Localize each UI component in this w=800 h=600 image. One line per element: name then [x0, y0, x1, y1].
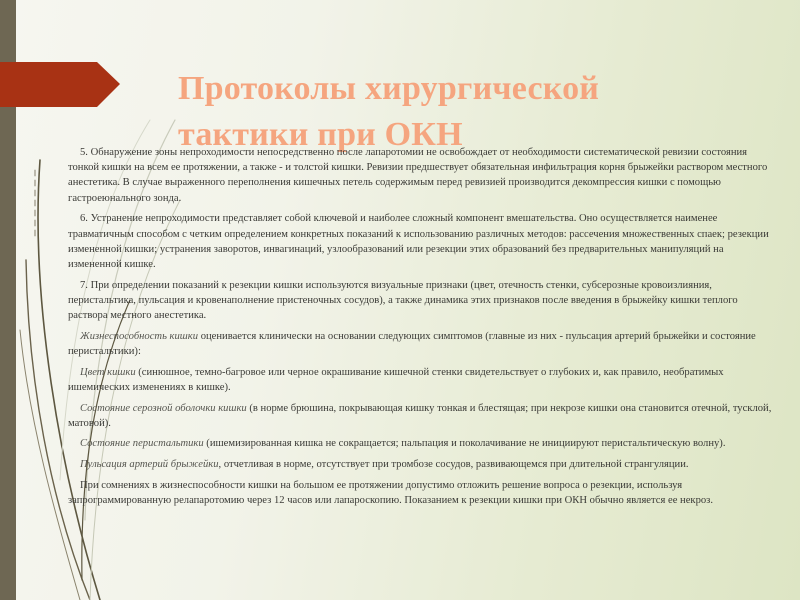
title-arrow-shape — [0, 62, 120, 107]
term-peristalsis: Состояние перистальтики — [80, 438, 204, 450]
paragraph-viability: Жизнеспособность кишки оценивается клинически на основании следующих симптомов (главные из них - пульсация артерий брыжейки и состояние перистальтики): — [68, 330, 756, 357]
paragraph-pulsation: Пульсация артерий брыжейки, отчетливая в норме, отсутствует при тромбозе сосудов, развивающемся при длительной странгуляции. — [80, 459, 689, 471]
paragraph-6: 6. Устранение непроходимости представляет собой ключевой и наиболее сложный компонент вмешательства. Оно осуществляется наименее травматичным способом с четким определением конкретных показаний к использованию различных методов: рассечения множественных спаек; резекции измененной кишки; устранения заворотов, инвагинаций, узлообразований или резекции этих образований без предварительных манипуляций на измененной кишке. — [68, 213, 769, 270]
term-serosa: Состояние серозной оболочки кишки — [80, 402, 247, 414]
term-pulsation: Пульсация артерий брыжейки — [80, 459, 219, 471]
paragraph-color: Цвет кишки (синюшное, темно-багровое или черное окрашивание кишечной стенки свидетельствует о глубоких и, как правило, необратимых ишемических изменениях в кишке). — [68, 366, 724, 393]
term-color: Цвет кишки — [80, 366, 136, 378]
term-viability: Жизнеспособность кишки — [80, 330, 199, 342]
paragraph-doubt: При сомнениях в жизнеспособности кишки на большом ее протяжении допустимо отложить решение вопроса о резекции, используя запрограммированную релапаротомию через 12 часов или лапароскопию. Показанием к резекции кишки при ОКН обычно является ее некроз. — [68, 479, 713, 507]
slide-title: Протоколы хирургической тактики при ОКН — [178, 70, 600, 153]
paragraph-7: 7. При определении показаний к резекции кишки используются визуальные признаки (цвет, отечность стенки, субсерозные кровоизлияния, перистальтика, пульсация и кровенаполнение пристеночных сосудов), а также динамика этих признаков после введения в брыжейку кишки теплого раствора местного анестетика. — [68, 279, 738, 322]
slide-body — [68, 145, 778, 514]
paragraph-peristalsis: Состояние перистальтики (ишемизированная кишка не сокращается; пальпация и поколачивание не инициируют перистальтическую волну). — [80, 438, 726, 450]
paragraph-serosa: Состояние серозной оболочки кишки (в норме брюшина, покрывающая кишку тонкая и блестящая; при некрозе кишки она становится отечной, тусклой, матовой). — [68, 402, 772, 429]
paragraph-5: 5. Обнаружение зоны непроходимости непосредственно после лапаротомии не освобождает от необходимости систематической ревизии состояния тонкой кишки на всем ее протяжении, а также - и толстой кишки. Ревизии предшествует обязательная инфильтрация корня брыжейки раствором местного анестетика. В случае выраженного переполнения кишечных петель содержимым перед ревизией производится декомпрессия кишки с помощью гастроеюнального зонда. — [68, 147, 768, 204]
